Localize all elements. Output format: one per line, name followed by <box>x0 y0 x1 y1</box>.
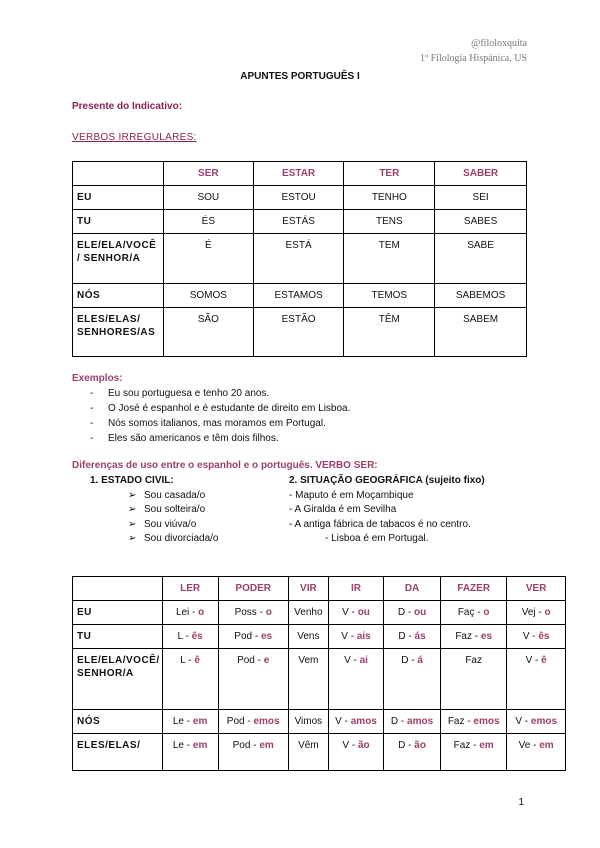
table-cell: SÃO <box>163 308 253 357</box>
verb-stem: Ve - <box>518 740 540 751</box>
column-header: TER <box>344 162 435 186</box>
table-cell <box>384 601 441 625</box>
table-cell <box>218 601 288 625</box>
verb-stem: V - <box>341 631 357 642</box>
verb-ending: ais <box>356 631 371 642</box>
verb-stem: V - <box>335 716 351 727</box>
list-item: ➢ Sou divorciada/o <box>90 532 219 547</box>
table-cell <box>328 734 383 771</box>
verb-ending: emos <box>530 716 558 727</box>
verb-ending: em <box>479 740 494 751</box>
verb-stem: V - <box>342 740 358 751</box>
table-cell <box>384 649 441 710</box>
table-cell: TENHO <box>344 186 435 210</box>
geographic-heading: 2. SITUAÇÃO GEOGRÁFICA (sujeito fixo) <box>289 475 485 486</box>
table-cell <box>288 625 328 649</box>
table-cell <box>162 710 218 734</box>
table-cell: SABEM <box>435 308 527 357</box>
list-item: - A antiga fábrica de tabacos é no centro. <box>289 518 471 530</box>
table-row <box>73 210 527 234</box>
table-cell: TENS <box>344 210 435 234</box>
table-cell <box>162 649 218 710</box>
verb-stem: V - <box>522 631 539 642</box>
table-cell: ESTÁ <box>253 234 344 284</box>
table-cell <box>328 625 383 649</box>
differences-heading: Diferenças de uso entre o espanhol e o português. VERBO SER: <box>72 460 378 471</box>
verb-ending: em <box>259 740 274 751</box>
author-handle: @filoloxquita <box>471 38 527 49</box>
table-row <box>73 649 566 710</box>
table-cell <box>218 710 288 734</box>
table-cell <box>162 625 218 649</box>
verb-stem: V - <box>515 716 531 727</box>
course-label: 1º Filología Hispánica, US <box>420 53 527 64</box>
table-header-row <box>73 162 527 186</box>
table-cell: É <box>163 234 253 284</box>
verb-stem: V - <box>525 655 542 666</box>
table-cell: TEM <box>344 234 435 284</box>
table-cell <box>162 734 218 771</box>
verb-stem: Pod - <box>237 655 264 666</box>
table-cell <box>162 601 218 625</box>
table-cell <box>440 649 506 710</box>
row-label: ELE/ELA/VOCÊ/ SENHOR/A <box>73 649 163 710</box>
table-cell <box>288 710 328 734</box>
page-header <box>420 36 527 66</box>
verb-stem: Faz - <box>455 631 481 642</box>
table-cell <box>440 710 506 734</box>
civil-status-heading: 1. ESTADO CIVIL: <box>90 475 174 486</box>
table-cell <box>507 601 566 625</box>
column-header: SABER <box>435 162 527 186</box>
list-item: - Eles são americanos e têm dois filhos. <box>90 431 350 446</box>
verb-stem: Le - <box>172 716 193 727</box>
list-item: - Lisboa é em Portugal. <box>325 533 429 544</box>
verb-ending: ão <box>414 740 426 751</box>
verb-ending: em <box>192 716 208 727</box>
list-item: ➢ Sou solteira/o <box>90 503 219 518</box>
column-header: IR <box>328 577 383 601</box>
table-cell <box>507 710 566 734</box>
list-item: ➢ Sou viúva/o <box>90 518 219 533</box>
verb-stem: Vej - <box>521 607 545 618</box>
verb-stem: Vens <box>297 631 320 642</box>
verb-stem: D - <box>398 631 415 642</box>
document-title: APUNTES PORTUGUÊS I <box>240 71 360 82</box>
arrow-bullet-icon: ➢ <box>128 504 137 515</box>
table-cell: SOMOS <box>163 284 253 308</box>
table-cell: SABE <box>435 234 527 284</box>
table-cell <box>288 649 328 710</box>
table-cell: ESTÃO <box>253 308 344 357</box>
row-label: EU <box>73 601 163 625</box>
table-cell <box>288 734 328 771</box>
table-cell <box>288 601 328 625</box>
column-header: PODER <box>218 577 288 601</box>
verb-ending: á <box>417 655 423 666</box>
verb-stem: Le - <box>172 740 193 751</box>
verb-ending: o <box>198 607 205 618</box>
verb-stem: V - <box>342 607 358 618</box>
section-verbs-heading: VERBOS IRREGULARES: <box>72 132 197 143</box>
verb-ending: em <box>539 740 554 751</box>
verb-stem: L - <box>180 655 195 666</box>
verb-stem: L - <box>177 631 192 642</box>
verb-ending: o <box>265 607 272 618</box>
column-header: VIR <box>288 577 328 601</box>
table-corner <box>73 577 163 601</box>
conjugation-table <box>72 576 566 771</box>
verb-stem: D - <box>401 655 418 666</box>
table-cell <box>384 710 441 734</box>
table-row <box>73 710 566 734</box>
verb-ending: ou <box>357 607 370 618</box>
table-row <box>73 601 566 625</box>
verb-stem: D - <box>390 716 408 727</box>
verb-stem: Venho <box>294 607 323 618</box>
verb-ending: ê <box>541 655 547 666</box>
column-header: DA <box>384 577 441 601</box>
verb-ending: es <box>260 631 273 642</box>
table-cell: SEI <box>435 186 527 210</box>
list-item: ➢ Sou casada/o <box>90 489 219 504</box>
examples-list <box>90 386 350 446</box>
verb-stem: Faz <box>465 655 482 666</box>
verb-ending: ou <box>413 607 427 618</box>
column-header: FAZER <box>440 577 506 601</box>
table-row <box>73 308 527 357</box>
row-label: TU <box>73 625 163 649</box>
list-item: - Eu sou portuguesa e tenho 20 anos. <box>90 386 350 401</box>
table-cell: TÊM <box>344 308 435 357</box>
table-row <box>73 284 527 308</box>
column-header: SER <box>163 162 253 186</box>
table-cell: SOU <box>163 186 253 210</box>
table-cell <box>384 734 441 771</box>
verb-ending: ai <box>359 655 368 666</box>
row-label: EU <box>73 186 164 210</box>
verb-stem: V - <box>344 655 360 666</box>
verb-ending: emos <box>253 716 280 727</box>
verb-stem: Faz - <box>447 716 474 727</box>
verb-ending: amos <box>407 716 434 727</box>
row-label: TU <box>73 210 164 234</box>
examples-heading: Exemplos: <box>72 373 123 384</box>
table-cell <box>384 625 441 649</box>
table-row <box>73 734 566 771</box>
table-cell: ÉS <box>163 210 253 234</box>
row-label: NÓS <box>73 710 163 734</box>
list-item: - Maputo é em Moçambique <box>289 489 414 501</box>
column-header: LER <box>162 577 218 601</box>
table-row <box>73 186 527 210</box>
table-cell <box>440 625 506 649</box>
table-cell <box>328 710 383 734</box>
irregular-verbs-table <box>72 161 527 357</box>
verb-ending: o <box>483 607 490 618</box>
geographic-column <box>289 474 485 547</box>
verb-ending: ê <box>194 655 200 666</box>
table-row <box>73 625 566 649</box>
verb-ending: ês <box>538 631 550 642</box>
table-cell: SABEMOS <box>435 284 527 308</box>
arrow-bullet-icon: ➢ <box>128 518 137 530</box>
page-number: 1 <box>518 797 524 808</box>
civil-status-column <box>90 474 219 547</box>
conjugation-body <box>73 601 566 771</box>
verb-stem: Vimos <box>294 716 323 727</box>
verb-stem: Pod - <box>232 740 260 751</box>
table-header-row <box>73 577 566 601</box>
table-cell <box>218 649 288 710</box>
table-cell <box>507 625 566 649</box>
arrow-bullet-icon: ➢ <box>128 489 137 501</box>
column-header: ESTAR <box>253 162 344 186</box>
verb-ending: amos <box>350 716 377 727</box>
verb-stem: D - <box>397 607 414 618</box>
table-cell <box>328 601 383 625</box>
list-item: - O José é espanhol e é estudante de direito em Lisboa. <box>90 401 350 416</box>
verb-ending: e <box>263 655 270 666</box>
verb-stem: Poss - <box>234 607 266 618</box>
table-cell <box>328 649 383 710</box>
verb-stem: Pod - <box>234 631 261 642</box>
table-cell <box>440 734 506 771</box>
table-cell: ESTAMOS <box>253 284 344 308</box>
section-present-heading: Presente do Indicativo: <box>72 101 183 112</box>
row-label: ELES/ELAS/ SENHORES/AS <box>73 308 164 357</box>
list-item: - A Giralda é em Sevilha <box>289 504 397 515</box>
table-corner <box>73 162 164 186</box>
verb-stem: Faz - <box>453 740 480 751</box>
table-cell: SABES <box>435 210 527 234</box>
table-cell: ESTÁS <box>253 210 344 234</box>
list-item: - Nós somos italianos, mas moramos em Portugal. <box>90 416 350 431</box>
table-cell: ESTOU <box>253 186 344 210</box>
verb-stem: Vem <box>298 655 319 666</box>
column-header: VER <box>507 577 566 601</box>
verb-ending: es <box>480 631 493 642</box>
verb-ending: ão <box>357 740 370 751</box>
table-cell <box>218 734 288 771</box>
table-cell <box>507 734 566 771</box>
verb-stem: Faç - <box>457 607 484 618</box>
verb-ending: em <box>192 740 208 751</box>
verb-ending: ás <box>414 631 426 642</box>
row-label: NÓS <box>73 284 164 308</box>
verb-stem: D - <box>398 740 415 751</box>
verb-stem: Vêm <box>298 740 319 751</box>
table-cell <box>218 625 288 649</box>
table-row <box>73 234 527 284</box>
row-label: ELE/ELA/VOCÊ / SENHOR/A <box>73 234 164 284</box>
verb-stem: Lei - <box>175 607 199 618</box>
arrow-bullet-icon: ➢ <box>128 533 137 544</box>
verb-stem: Pod - <box>226 716 254 727</box>
row-label: ELES/ELAS/ <box>73 734 163 771</box>
table-cell <box>440 601 506 625</box>
table-cell <box>507 649 566 710</box>
verb-ending: o <box>544 607 551 618</box>
table-cell: TEMOS <box>344 284 435 308</box>
verb-ending: ês <box>191 631 203 642</box>
verb-ending: emos <box>473 716 500 727</box>
